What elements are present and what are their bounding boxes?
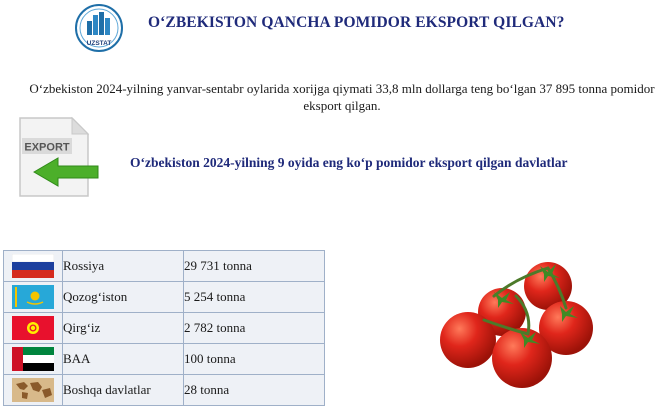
export-icon (14, 114, 102, 200)
country-name: Rossiya (63, 251, 184, 282)
table-row (4, 251, 325, 282)
uae-flag-icon (12, 347, 54, 371)
logo-text: UZSTAT (86, 40, 112, 47)
country-value: 29 731 tonna (184, 251, 325, 282)
russia-flag-icon (12, 254, 54, 278)
country-name: Boshqa davlatlar (63, 375, 184, 406)
country-value: 28 tonna (184, 375, 325, 406)
country-value: 100 tonna (184, 344, 325, 375)
country-name: Qirg‘iz (63, 313, 184, 344)
table-row (4, 313, 325, 344)
table-row (4, 344, 325, 375)
country-value: 5 254 tonna (184, 282, 325, 313)
world-map-icon (12, 378, 54, 402)
page-title: O‘ZBEKISTON QANCHA POMIDOR EKSPORT QILGAN? (148, 14, 565, 31)
table-row (4, 282, 325, 313)
tomato-illustration (436, 248, 612, 398)
kyrgyzstan-flag-icon (12, 316, 54, 340)
description-text: O‘zbekiston 2024-yilning yanvar-sentabr oylarida xorijga qiymati 33,8 mln dollarga teng bo‘lgan 37 895 tonna pomidor eksport qilgan. (29, 81, 655, 113)
kazakhstan-flag-icon (12, 285, 54, 309)
export-icon-label: EXPORT (24, 141, 70, 154)
country-name: BAA (63, 344, 184, 375)
countries-table (3, 250, 325, 406)
table-row (4, 375, 325, 406)
country-value: 2 782 tonna (184, 313, 325, 344)
country-name: Qozog‘iston (63, 282, 184, 313)
uzstat-logo (72, 3, 126, 53)
chart-subtitle: O‘zbekiston 2024-yilning 9 oyida eng ko‘p pomidor eksport qilgan davlatlar (130, 155, 568, 170)
